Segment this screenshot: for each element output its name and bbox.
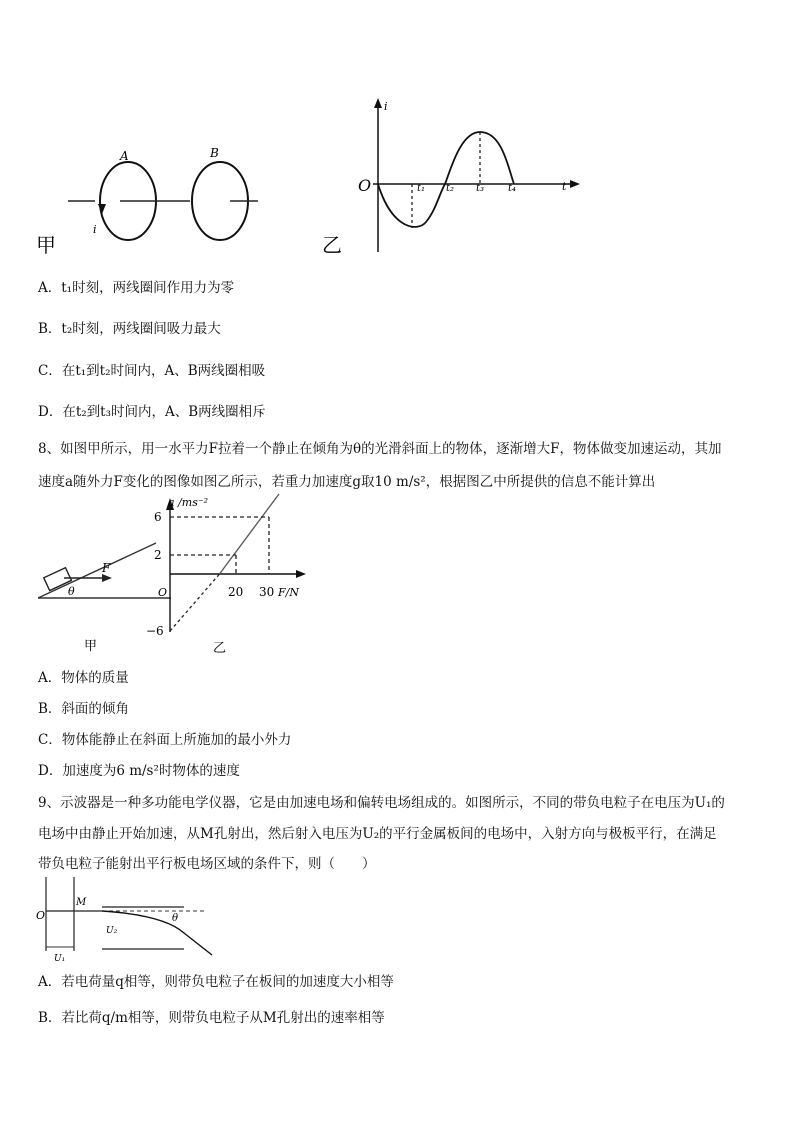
label-current: i bbox=[93, 223, 97, 236]
label-origin: O bbox=[358, 176, 372, 195]
current-arrow-icon bbox=[98, 204, 106, 214]
caption-yi-8: 乙 bbox=[213, 641, 227, 656]
caption-yi: 乙 bbox=[322, 233, 342, 257]
label-t3: t₃ bbox=[476, 183, 485, 194]
q8-figure-a-f-graph bbox=[140, 492, 320, 660]
q9-stem-line2: 电场中由静止开始加速，从M孔射出，然后射入电压为U₂的平行金属板间的电场中，入射方向与极板平行，在满足 bbox=[38, 826, 717, 842]
label-axis-a: a /ms⁻² bbox=[168, 496, 209, 509]
label-axis-t: t bbox=[562, 180, 567, 193]
q7-option-a: A．t₁时刻，两线圈间作用力为零 bbox=[38, 280, 235, 296]
q7-figure-current-graph bbox=[318, 92, 588, 262]
q8-stem-line2: 速度a随外力F变化的图像如图乙所示，若重力加速度g取10 m/s²，根据图乙中所提供的信息不能计算出 bbox=[38, 474, 656, 490]
label-m: M bbox=[76, 897, 87, 908]
q9-stem-line1: 9、示波器是一种多功能电学仪器，它是由加速电场和偏转电场组成的。如图所示，不同的带负电粒子在电压为U₁的 bbox=[38, 795, 725, 811]
label-u2: U₂ bbox=[106, 926, 118, 936]
q7-figure-coils bbox=[30, 140, 280, 260]
q9-stem-line3: 带负电粒子能射出平行板电场区域的条件下，则（ ） bbox=[38, 856, 376, 872]
q8-option-b: B．斜面的倾角 bbox=[38, 701, 129, 717]
label-origin-8: O bbox=[158, 586, 168, 599]
force-arrow-icon bbox=[102, 574, 112, 582]
q9-figure-oscilloscope bbox=[34, 875, 234, 963]
label-o: O bbox=[36, 909, 46, 922]
label-coil-b: B bbox=[210, 146, 219, 160]
label-axis-i: i bbox=[384, 100, 388, 113]
label-coil-a: A bbox=[120, 149, 129, 163]
label-u1: U₁ bbox=[54, 954, 66, 963]
q8-stem-line1: 8、如图甲所示，用一水平力F拉着一个静止在倾角为θ的光滑斜面上的物体，逐渐增大F，物体做变加速运动，其加 bbox=[38, 441, 722, 457]
series-segment-dashed bbox=[170, 574, 220, 631]
axis-t-arrow-icon bbox=[570, 180, 580, 188]
tick-label-x30: 30 bbox=[259, 585, 275, 599]
q7-option-d: D．在t₂到t₃时间内，A、B两线圈相斥 bbox=[38, 404, 266, 420]
q8-option-a: A．物体的质量 bbox=[38, 670, 129, 686]
tick-label-x20: 20 bbox=[228, 585, 244, 599]
axis-i-arrow-icon bbox=[374, 98, 382, 108]
tick-label-y2: 2 bbox=[154, 548, 162, 562]
incline-line bbox=[38, 543, 156, 598]
q8-option-d: D．加速度为6 m/s²时物体的速度 bbox=[38, 763, 240, 779]
axis-f-arrow-icon bbox=[296, 570, 306, 578]
label-t4: t₄ bbox=[508, 183, 517, 194]
label-t2: t₂ bbox=[446, 183, 455, 194]
q7-option-c: C．在t₁到t₂时间内，A、B两线圈相吸 bbox=[38, 363, 266, 379]
tick-label-yneg6: −6 bbox=[146, 624, 164, 638]
q8-option-c: C．物体能静止在斜面上所施加的最小外力 bbox=[38, 732, 292, 748]
q9-option-a: A．若电荷量q相等，则带负电粒子在板间的加速度大小相等 bbox=[38, 974, 394, 990]
label-theta: θ bbox=[172, 913, 179, 924]
q7-option-b: B．t₂时刻，两线圈间吸力最大 bbox=[38, 321, 221, 337]
caption-jia-8: 甲 bbox=[84, 639, 98, 654]
q9-option-b: B．若比荷q/m相等，则带负电粒子从M孔射出的速率相等 bbox=[38, 1010, 385, 1026]
series-segment-solid bbox=[220, 494, 280, 574]
label-axis-f: F/N bbox=[278, 586, 299, 599]
current-curve bbox=[378, 132, 517, 227]
label-angle: θ bbox=[68, 585, 75, 598]
caption-jia: 甲 bbox=[36, 233, 56, 257]
label-t1: t₁ bbox=[417, 183, 426, 194]
label-force: F bbox=[102, 561, 111, 575]
tick-label-y6: 6 bbox=[154, 510, 162, 524]
